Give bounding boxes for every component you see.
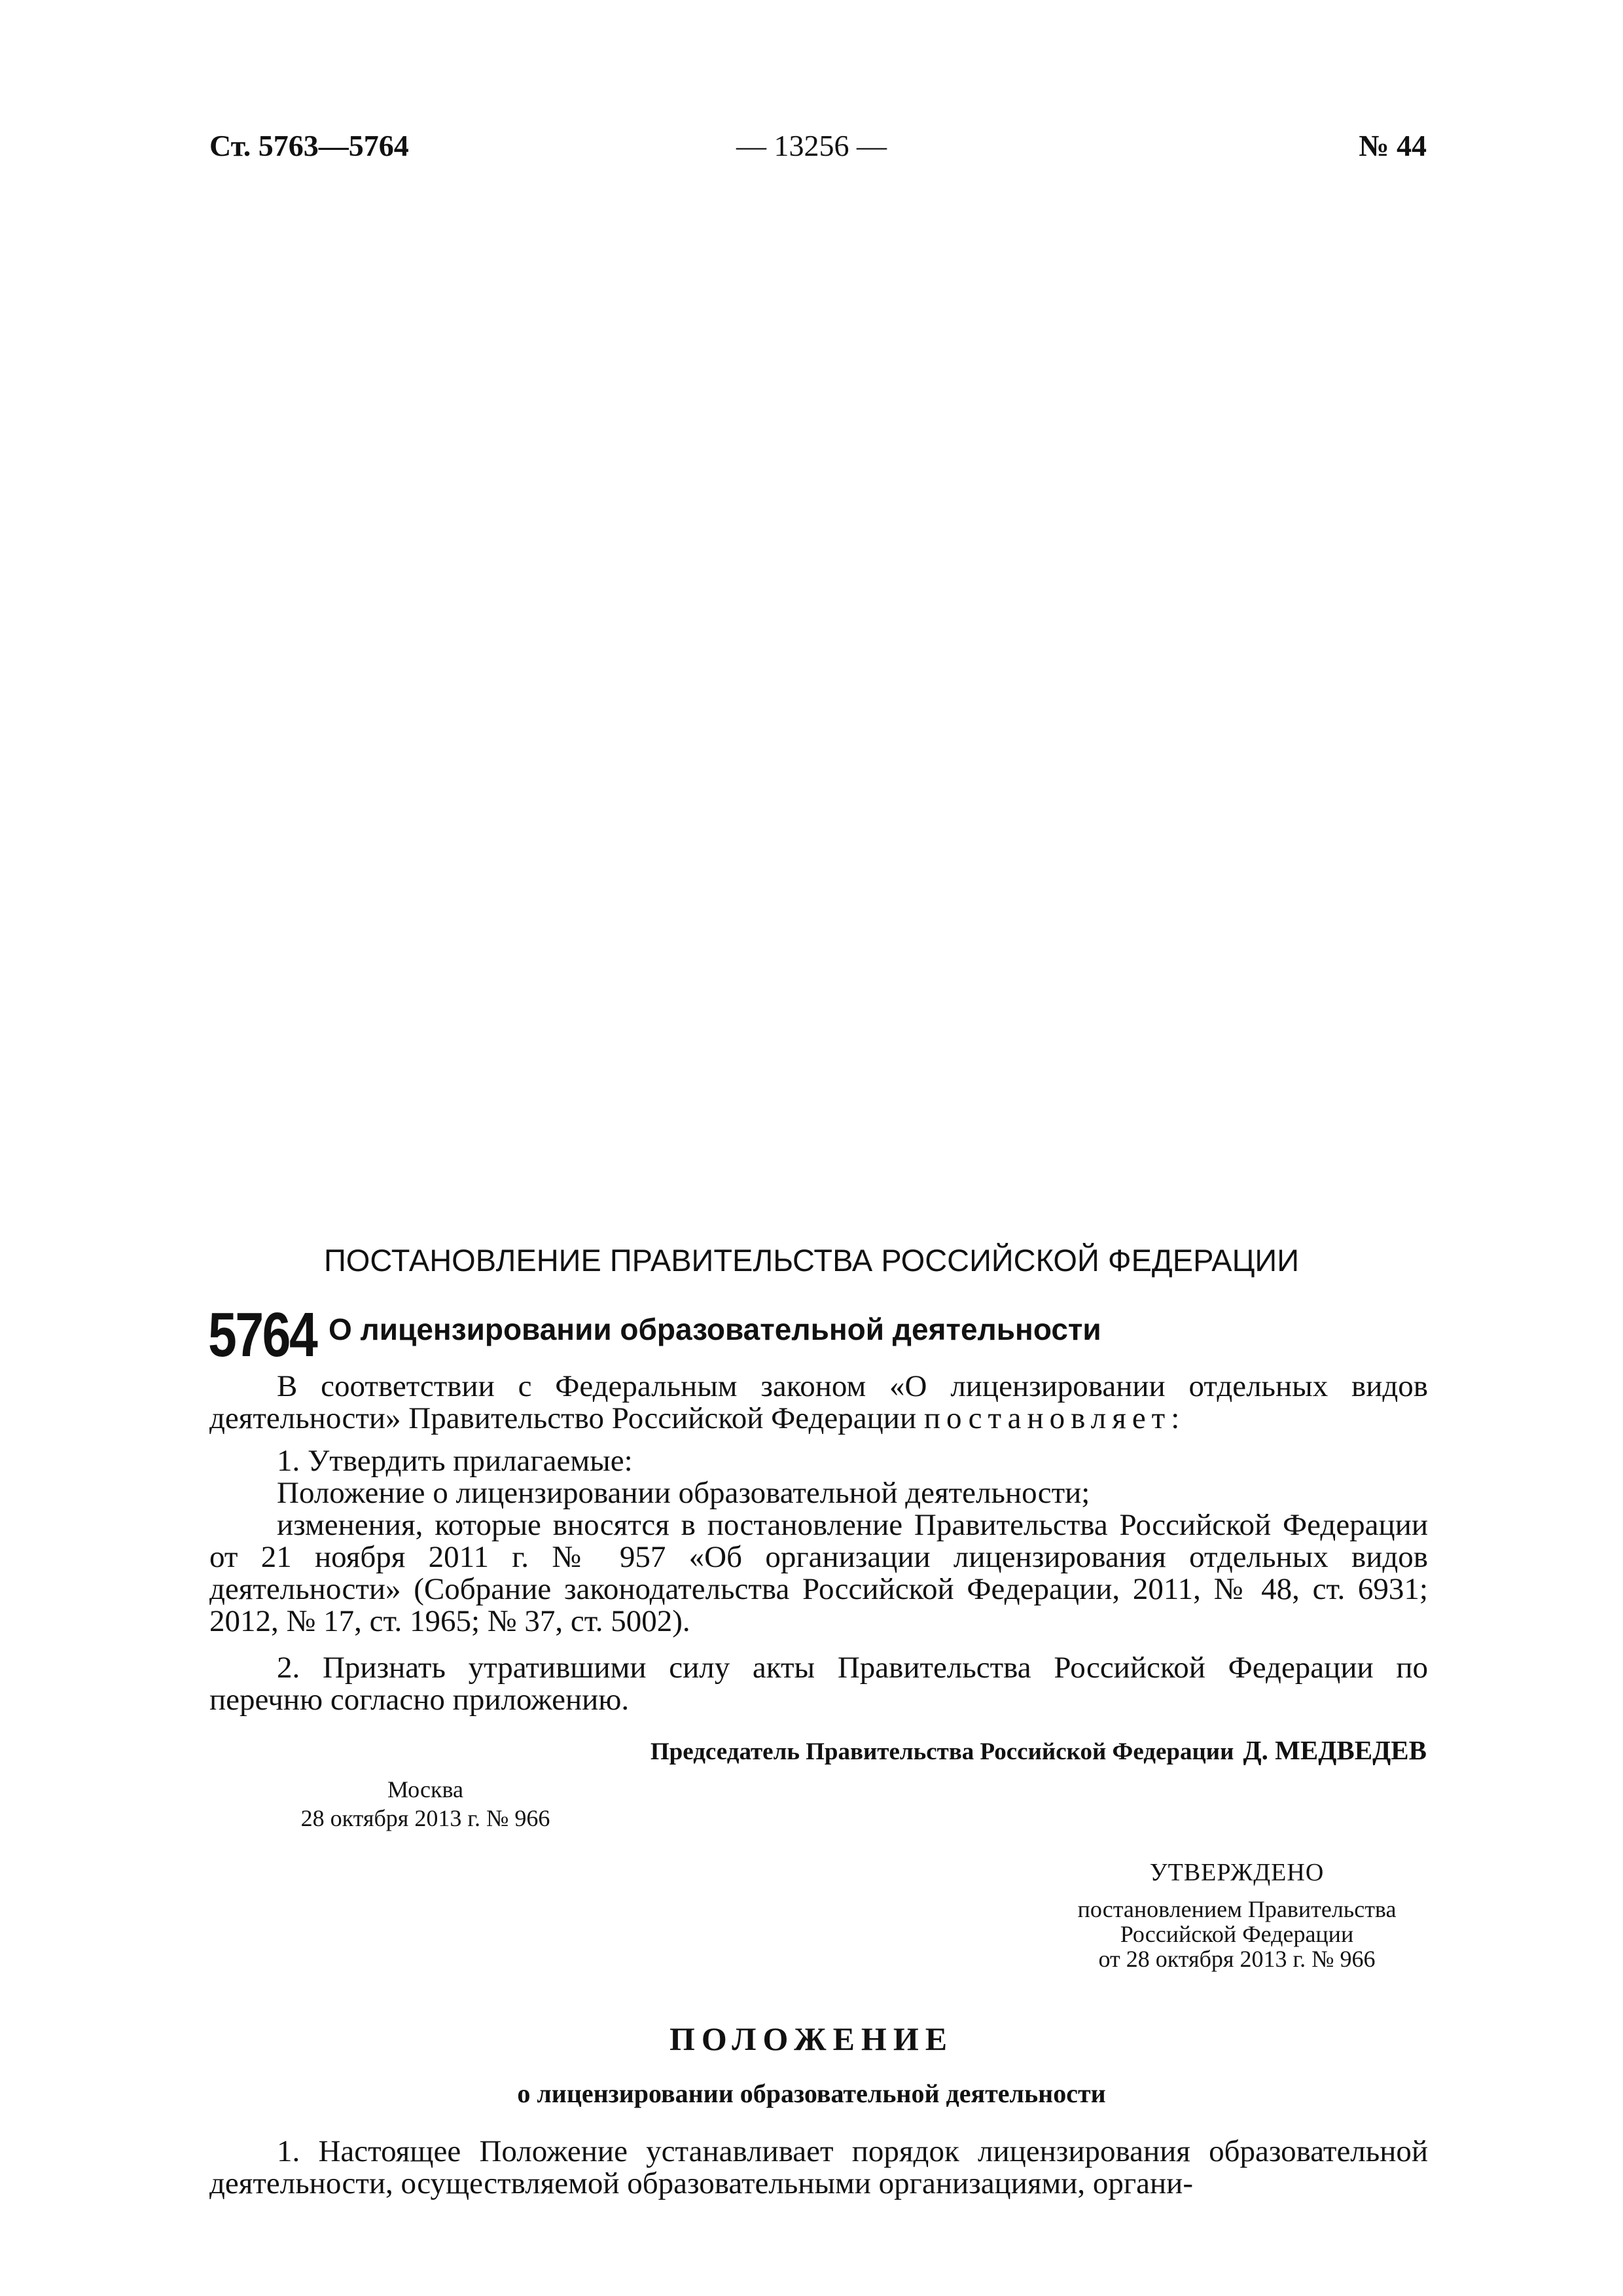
- approval-line-1: постановлением Правительства: [1077, 1896, 1397, 1922]
- regulation-subtitle: о лицензировании образовательной деятельности: [517, 2079, 1106, 2108]
- decree-items: [209, 1445, 1428, 1638]
- signature-position: Председатель Правительства Российской Федерации: [650, 1738, 1234, 1765]
- date-number: 28 октября 2013 г. № 966: [300, 1805, 550, 1831]
- preamble-verb: постановляет: [923, 1401, 1171, 1435]
- issue-number: № 44: [1359, 129, 1427, 162]
- approval-line-3: от 28 октября 2013 г. № 966: [1098, 1946, 1376, 1972]
- regulation-paragraph-1: 1. Настоящее Положение устанавливает порядок лицензирования образовательной деятельности, осуществляемой образовательными организациями, органи-: [209, 2134, 1428, 2200]
- article-title: О лицензировании образовательной деятельности: [329, 1312, 1101, 1346]
- item-1-intro: 1. Утвердить прилагаемые:: [277, 1444, 633, 1478]
- regulation-body: [209, 2136, 1428, 2200]
- preamble-text: В соответствии с Федеральным законом «О лицензировании отдельных видов деятельности» Правительство Российской Федерации: [209, 1369, 1428, 1435]
- article-number: 5764: [208, 1300, 317, 1370]
- place: Москва: [387, 1776, 463, 1803]
- signature-name: Д. МЕДВЕДЕВ: [1243, 1735, 1427, 1765]
- approval-stamp: [1021, 1860, 1453, 1971]
- approval-title: УТВЕРЖДЕНО: [1149, 1859, 1325, 1886]
- document-type-heading: ПОСТАНОВЛЕНИЕ ПРАВИТЕЛЬСТВА РОССИЙСКОЙ ФЕДЕРАЦИИ: [324, 1243, 1299, 1278]
- item-1-b: изменения, которые вносятся в постановление Правительства Российской Федерации от 21 ноября 2011 г. № 957 «Об организации лицензирования отдельных видов деятельности» (Собрание законодательства Российской Федерации, 2011, № 48, ст. 6931; 2012, № 17, ст. 1965; № 37, ст. 5002).: [209, 1508, 1428, 1638]
- decree-item-2: [209, 1652, 1428, 1716]
- item-1-a: Положение о лицензировании образовательной деятельности;: [277, 1476, 1090, 1510]
- article-range: Ст. 5763—5764: [209, 129, 409, 162]
- item-2: 2. Признать утратившими силу акты Правительства Российской Федерации по перечню согласно приложению.: [209, 1651, 1428, 1717]
- place-date: [262, 1775, 589, 1833]
- approval-line-2: Российской Федерации: [1120, 1921, 1354, 1947]
- signature: [651, 1734, 1427, 1766]
- regulation-title: ПОЛОЖЕНИЕ: [669, 2020, 954, 2057]
- preamble: [209, 1371, 1428, 1435]
- page-number: — 13256 —: [736, 129, 887, 162]
- preamble-end: :: [1171, 1401, 1180, 1435]
